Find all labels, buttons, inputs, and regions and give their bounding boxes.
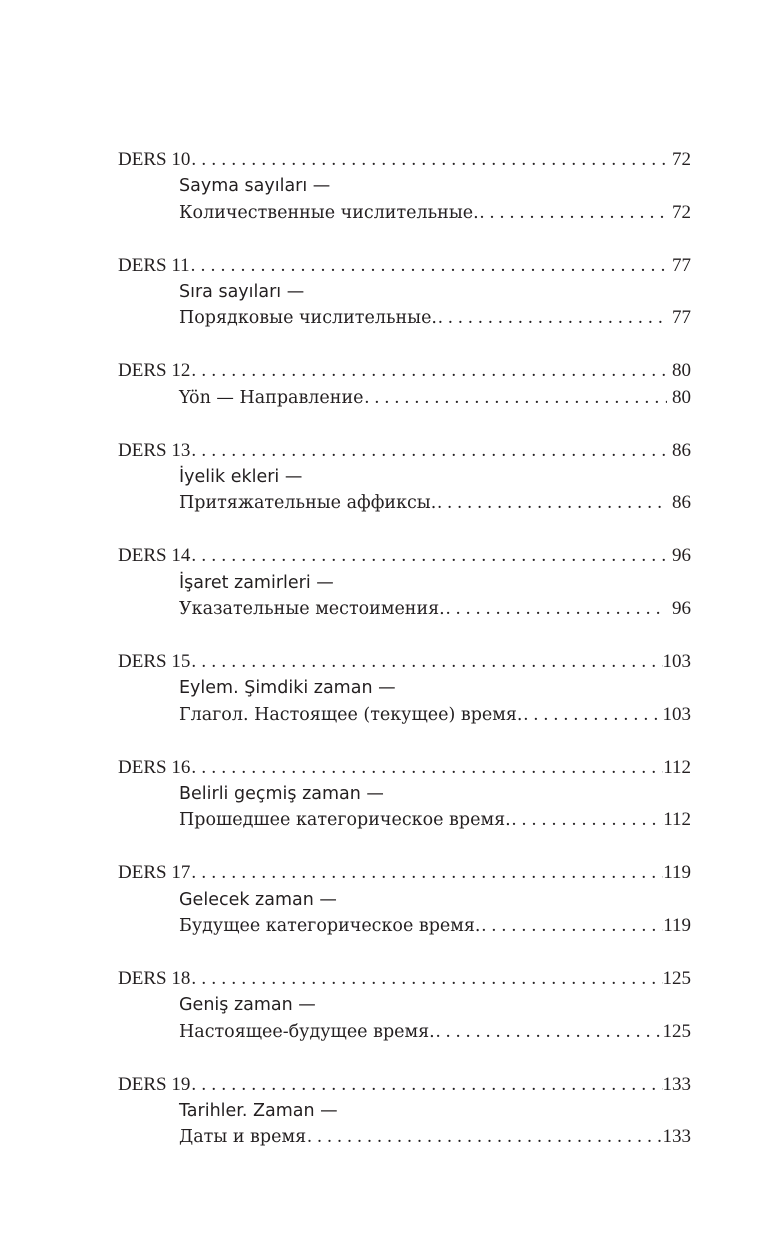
page-number: 112 bbox=[663, 809, 691, 831]
subtitle-russian: Количественные числительные. bbox=[179, 202, 479, 223]
toc-subtitle-combined-line bbox=[118, 385, 691, 411]
toc-entry bbox=[118, 358, 691, 411]
dot-leader bbox=[190, 147, 667, 173]
subtitle-combined: Yön — Направление bbox=[179, 387, 364, 408]
subtitle-turkish: Sıra sayıları — bbox=[179, 282, 305, 303]
dot-leader bbox=[363, 385, 667, 411]
toc-entry bbox=[118, 438, 691, 517]
dot-leader bbox=[436, 490, 667, 516]
subtitle-turkish: İyelik ekleri — bbox=[179, 467, 303, 488]
toc-lesson-line bbox=[118, 253, 691, 279]
toc-lesson-line bbox=[118, 966, 691, 992]
subtitle-turkish: İşaret zamirleri — bbox=[179, 572, 334, 593]
toc-entry bbox=[118, 147, 691, 226]
page-number: 77 bbox=[672, 307, 691, 329]
subtitle-russian: Настоящее-будущее время. bbox=[179, 1021, 435, 1042]
page-number: 80 bbox=[672, 360, 691, 382]
toc-subtitle-tr-line bbox=[118, 1098, 691, 1124]
toc-lesson-line bbox=[118, 1072, 691, 1098]
lesson-title: DERS 12 bbox=[118, 360, 191, 382]
page-number: 72 bbox=[672, 201, 691, 223]
toc-subtitle-ru-line bbox=[118, 1019, 691, 1045]
dot-leader bbox=[190, 755, 663, 781]
dot-leader bbox=[437, 305, 667, 331]
toc-subtitle-ru-line bbox=[118, 807, 691, 833]
toc-lesson-line bbox=[118, 358, 691, 384]
page-number: 103 bbox=[662, 703, 691, 725]
subtitle-turkish: Gelecek zaman — bbox=[179, 889, 337, 910]
toc-subtitle-tr-line bbox=[118, 887, 691, 913]
page-number: 119 bbox=[663, 862, 691, 884]
subtitle-russian: Даты и время bbox=[179, 1127, 307, 1148]
dot-leader bbox=[190, 543, 667, 569]
page-number: 86 bbox=[672, 439, 691, 461]
subtitle-russian: Порядковые числительные. bbox=[179, 308, 437, 329]
dot-leader bbox=[190, 358, 667, 384]
dot-leader bbox=[511, 807, 664, 833]
toc-subtitle-ru-line bbox=[118, 1124, 691, 1150]
dot-leader bbox=[445, 596, 667, 622]
page-number: 96 bbox=[672, 545, 691, 567]
lesson-title: DERS 11 bbox=[118, 254, 190, 276]
toc-subtitle-tr-line bbox=[118, 781, 691, 807]
page-number: 77 bbox=[672, 254, 691, 276]
toc-subtitle-tr-line bbox=[118, 464, 691, 490]
toc-subtitle-ru-line bbox=[118, 490, 691, 516]
lesson-title: DERS 14 bbox=[118, 545, 191, 567]
toc-subtitle-ru-line bbox=[118, 702, 691, 728]
dot-leader bbox=[190, 966, 662, 992]
dot-leader bbox=[190, 860, 663, 886]
dot-leader bbox=[479, 200, 667, 226]
subtitle-russian: Притяжательные аффиксы. bbox=[179, 493, 437, 514]
toc-lesson-line bbox=[118, 860, 691, 886]
toc-subtitle-ru-line bbox=[118, 200, 691, 226]
toc-lesson-line bbox=[118, 147, 691, 173]
subtitle-russian: Прошедшее категорическое время. bbox=[179, 810, 511, 831]
toc-subtitle-ru-line bbox=[118, 913, 691, 939]
toc-lesson-line bbox=[118, 438, 691, 464]
lesson-title: DERS 18 bbox=[118, 967, 191, 989]
subtitle-russian: Глагол. Настоящее (текущее) время. bbox=[179, 704, 523, 725]
toc-subtitle-tr-line bbox=[118, 279, 691, 305]
toc-subtitle-tr-line bbox=[118, 675, 691, 701]
toc-entry bbox=[118, 755, 691, 834]
table-of-contents bbox=[118, 147, 691, 1177]
page-number: 86 bbox=[672, 492, 691, 514]
toc-lesson-line bbox=[118, 649, 691, 675]
page-number: 96 bbox=[672, 598, 691, 620]
dot-leader bbox=[190, 649, 662, 675]
lesson-title: DERS 10 bbox=[118, 149, 191, 170]
toc-subtitle-tr-line bbox=[118, 173, 691, 199]
toc-subtitle-tr-line bbox=[118, 992, 691, 1018]
dot-leader bbox=[435, 1019, 663, 1045]
page-number: 112 bbox=[663, 756, 691, 778]
subtitle-russian: Указательные местоимения. bbox=[179, 599, 445, 620]
subtitle-turkish: Belirli geçmiş zaman — bbox=[179, 784, 384, 805]
lesson-title: DERS 15 bbox=[118, 650, 191, 672]
lesson-title: DERS 19 bbox=[118, 1073, 191, 1095]
dot-leader bbox=[306, 1124, 662, 1150]
toc-entry bbox=[118, 860, 691, 939]
toc-entry bbox=[118, 1072, 691, 1151]
page-number: 133 bbox=[662, 1073, 691, 1095]
subtitle-russian: Будущее категорическое время. bbox=[179, 916, 481, 937]
page-number: 133 bbox=[662, 1126, 691, 1148]
subtitle-turkish: Tarihler. Zaman — bbox=[179, 1101, 338, 1122]
toc-lesson-line bbox=[118, 543, 691, 569]
toc-subtitle-tr-line bbox=[118, 570, 691, 596]
page-number: 125 bbox=[662, 967, 691, 989]
page-number: 125 bbox=[662, 1020, 691, 1042]
dot-leader bbox=[481, 913, 664, 939]
dot-leader bbox=[522, 702, 662, 728]
toc-entry bbox=[118, 966, 691, 1045]
lesson-title: DERS 13 bbox=[118, 439, 191, 461]
subtitle-turkish: Sayma sayıları — bbox=[179, 176, 331, 197]
toc-entry bbox=[118, 253, 691, 332]
toc-subtitle-ru-line bbox=[118, 305, 691, 331]
toc-subtitle-ru-line bbox=[118, 596, 691, 622]
page-number: 72 bbox=[672, 149, 691, 170]
lesson-title: DERS 17 bbox=[118, 862, 191, 884]
page-number: 119 bbox=[663, 915, 691, 937]
toc-entry bbox=[118, 649, 691, 728]
dot-leader bbox=[190, 253, 667, 279]
toc-entry bbox=[118, 543, 691, 622]
dot-leader bbox=[190, 1072, 662, 1098]
toc-lesson-line bbox=[118, 755, 691, 781]
subtitle-turkish: Geniş zaman — bbox=[179, 995, 316, 1016]
dot-leader bbox=[190, 438, 667, 464]
lesson-title: DERS 16 bbox=[118, 756, 191, 778]
page-number: 103 bbox=[662, 650, 691, 672]
subtitle-turkish: Eylem. Şimdiki zaman — bbox=[179, 678, 396, 699]
page-number: 80 bbox=[672, 386, 691, 408]
